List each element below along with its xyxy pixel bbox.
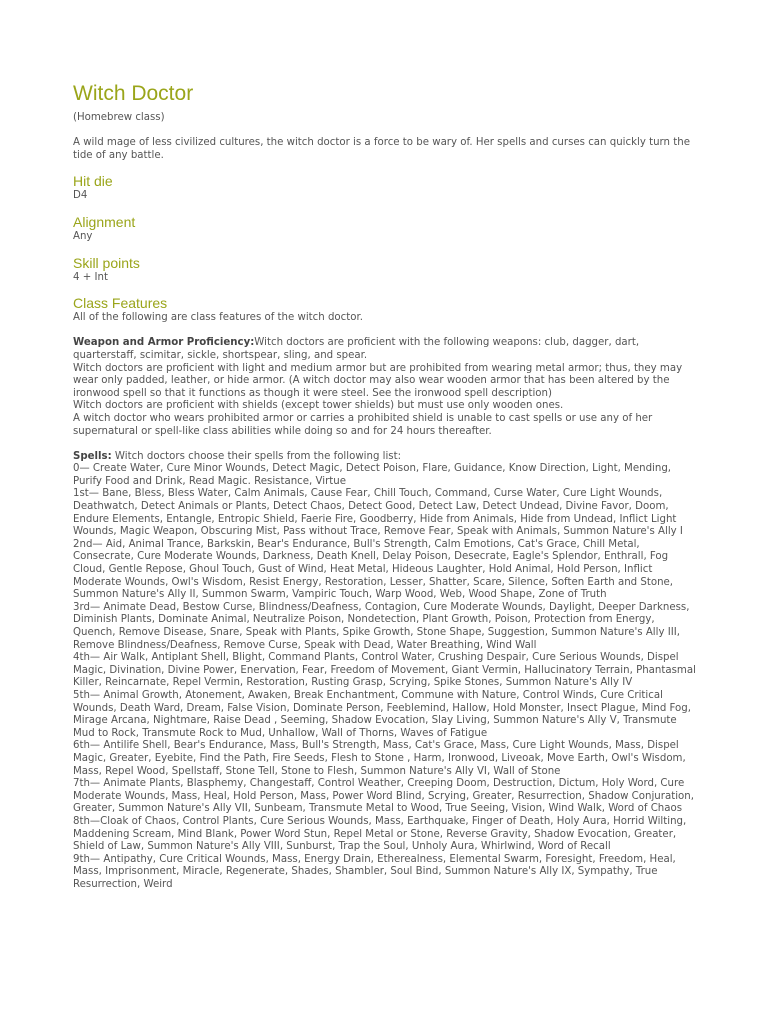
spell-level-4: 4th— Air Walk, Antiplant Shell, Blight, Command Plants, Control Water, Crushing Despair, Cure Serious Wounds, Dispel Magic, Divination, Divine Power, Enervation, Fear, Freedom of Movement, Giant Vermin, Hallucinatory Terrain, Phantasmal Killer, Reincarnate, Repel Vermin, Restoration, Rusting Grasp, Scrying, Spike Stones, Summon Nature's Ally IV xyxy=(73,652,696,689)
armor-text: Witch doctors are proficient with light and medium armor but are prohibited from wearing metal armor; thus, they may wear only padded, leather, or hide armor. (A witch doctor may also wear wooden armor that has been altered by the ironwood spell so that it functions as though it were steel. See the ironwood spell description) xyxy=(73,362,683,399)
skill-points-heading: Skill points xyxy=(73,254,140,271)
spell-level-3: 3rd— Animate Dead, Bestow Curse, Blindness/Deafness, Contagion, Cure Moderate Wounds, Daylight, Deeper Darkness, Diminish Plants, Dominate Animal, Neutralize Poison, Nondetection, Plant Growth, Poison, Protection from Energy, Quench, Remove Disease, Snare, Speak with Plants, Spike Growth, Stone Shape, Suggestion, Summon Nature's Ally III, Remove Blindness/Deafness, Remove Curse, Speak with Dead, Water Breathing, Wind Wall xyxy=(73,601,690,651)
spells-paragraph xyxy=(73,451,698,464)
skill-points-value: 4 + Int xyxy=(73,271,108,283)
alignment-value: Any xyxy=(73,230,93,242)
hit-die-value: D4 xyxy=(73,190,88,202)
class-features-heading: Class Features xyxy=(73,295,168,312)
spell-level-0: 0— Create Water, Cure Minor Wounds, Detect Magic, Detect Poison, Flare, Guidance, Know Direction, Light, Mending, Purify Food and Drink, Read Magic. Resistance, Virtue xyxy=(73,463,672,487)
prohibited-text: A witch doctor who wears prohibited armor or carries a prohibited shield is unable to cast spells or use any of her supernatural or spell-like class abilities while doing so and for 24 hours thereafter. xyxy=(73,412,653,437)
shield-text: Witch doctors are proficient with shields (except tower shields) but must use only wooden ones. xyxy=(73,400,564,412)
hit-die-section xyxy=(73,172,698,203)
intro-paragraph: A wild mage of less civilized cultures, the witch doctor is a force to be wary of. Her spells and curses can quickly turn the tide of any battle. xyxy=(73,137,690,161)
spells-label: Spells: xyxy=(73,450,112,462)
class-features-intro: All of the following are class features of the witch doctor. xyxy=(73,312,363,324)
spell-level-7: 7th— Animate Plants, Blasphemy, Changestaff, Control Weather, Creeping Doom, Destruction, Dictum, Holy Word, Cure Moderate Wounds, Mass, Heal, Hold Person, Mass, Power Word Blind, Scrying, Greater, Resurrection, Shadow Conjuration, Greater, Summon Nature's Ally VII, Sunbeam, Transmute Metal to Wood, True Seeing, Vision, Wind Walk, Word of Chaos xyxy=(73,778,694,815)
spell-level-2: 2nd— Aid, Animal Trance, Barkskin, Bear's Endurance, Bull's Strength, Calm Emotions, Cat's Grace, Chill Metal, Consecrate, Cure Moderate Wounds, Darkness, Death Knell, Delay Poison, Desecrate, Eagle's Splendor, Enthrall, Fog Cloud, Gentle Repose, Ghoul Touch, Gust of Wind, Heat Metal, Hideous Laughter, Hold Animal, Hold Person, Inflict Moderate Wounds, Owl's Wisdom, Resist Energy, Restoration, Lesser, Shatter, Scare, Silence, Soften Earth and Stone, Summon Nature's Ally II, Summon Swarm, Vampiric Touch, Warp Wood, Web, Wood Shape, Zone of Truth xyxy=(73,538,674,601)
alignment-section xyxy=(73,213,698,244)
class-features-section xyxy=(73,294,698,891)
skill-points-section xyxy=(73,254,698,285)
subtitle: (Homebrew class) xyxy=(73,112,165,123)
hit-die-heading: Hit die xyxy=(73,173,113,190)
document-body xyxy=(73,112,698,891)
alignment-heading: Alignment xyxy=(73,213,136,230)
spell-level-9: 9th— Antipathy, Cure Critical Wounds, Mass, Energy Drain, Etherealness, Elemental Swarm, Foresight, Freedom, Heal, Mass, Imprisonment, Miracle, Regenerate, Shades, Shambler, Soul Bind, Summon Nature's Ally IX, Sympathy, True Resurrection, Weird xyxy=(73,853,676,890)
weapon-proficiency-text: Witch doctors are proficient with the following weapons: club, dagger, dart, quarterstaff, scimitar, sickle, shortspear, sling, and spear. xyxy=(73,337,640,361)
spell-level-1: 1st— Bane, Bless, Bless Water, Calm Animals, Cause Fear, Chill Touch, Command, Curse Water, Cure Light Wounds, Deathwatch, Detect Animals or Plants, Detect Chaos, Detect Good, Detect Law, Detect Undead, Divine Favor, Doom, Endure Elements, Entangle, Entropic Shield, Faerie Fire, Goodberry, Hide from Animals, Hide from Undead, Inflict Light Wounds, Magic Weapon, Obscuring Mist, Pass without Trace, Remove Fear, Speak with Animals, Summon Nature's Ally I xyxy=(73,488,683,538)
spell-level-6: 6th— Antilife Shell, Bear's Endurance, Mass, Bull's Strength, Mass, Cat's Grace, Mass, Cure Light Wounds, Mass, Dispel Magic, Greater, Eyebite, Find the Path, Fire Seeds, Flesh to Stone , Harm, Ironwood, Liveoak, Move Earth, Owl's Wisdom, Mass, Repel Wood, Spellstaff, Stone Tell, Stone to Flesh, Summon Nature's Ally VI, Wall of Stone xyxy=(73,740,686,777)
spells-intro: Witch doctors choose their spells from the following list: xyxy=(111,450,402,462)
weapon-proficiency-label: Weapon and Armor Proficiency: xyxy=(73,337,255,349)
spell-level-5: 5th— Animal Growth, Atonement, Awaken, Break Enchantment, Commune with Nature, Control Winds, Cure Critical Wounds, Death Ward, Dream, False Vision, Dominate Person, Feeblemind, Hallow, Hold Monster, Insect Plague, Mind Fog, Mirage Arcana, Nightmare, Raise Dead , Seeming, Shadow Evocation, Slay Living, Summon Nature's Ally V, Transmute Mud to Rock, Transmute Rock to Mud, Unhallow, Wall of Thorns, Waves of Fatigue xyxy=(73,689,691,739)
weapon-proficiency-paragraph xyxy=(73,337,698,362)
page-title: Witch Doctor xyxy=(73,82,194,105)
spell-level-8: 8th—Cloak of Chaos, Control Plants, Cure Serious Wounds, Mass, Earthquake, Finger of Death, Holy Aura, Horrid Wilting, Maddening Scream, Mind Blank, Power Word Stun, Repel Metal or Stone, Reverse Gravity, Shadow Evocation, Greater, Shield of Law, Summon Nature's Ally VIII, Sunburst, Trap the Soul, Unholy Aura, Whirlwind, Word of Recall xyxy=(73,815,687,853)
